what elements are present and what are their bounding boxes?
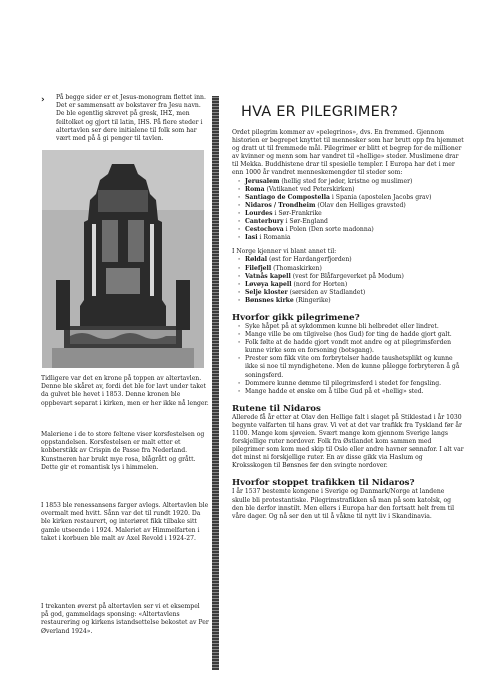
list-item: · Filefjell (Thomaskirken): [238, 265, 464, 273]
routes-heading: Rutene til Nidaros: [232, 403, 321, 414]
list-item: · Bønsnes kirke (Ringerike): [238, 297, 464, 305]
list-item: · Syke håpet på at sykdommen kunne bli helbredet eller lindret.: [238, 323, 464, 331]
list-item: · Prester som fikk vite om forbrytelser hadde taushetsplikt og kunne ikke si noe til myndighetene. Men de kunne pålegge forbryteren å gå soningsferd.: [238, 355, 464, 379]
crown-paragraph: Tidligere var det en krone på toppen av altertavlen. Denne ble skåret av, fordi det ble for lavt under taket da gulvet ble hevet i 1853. Denne kronen ble oppbevart separat i kirken, men er her ikke nå lenger.: [41, 375, 209, 407]
norway-places-list: [232, 256, 464, 305]
list-item: · Nidaros / Trondheim (Olav den Helliges gravsted): [238, 202, 464, 210]
column-divider: [212, 96, 219, 670]
list-item: · Santiago de Compostella i Spania (apostelen Jacobs grav): [238, 194, 464, 202]
stop-heading: Hvorfor stoppet trafikken til Nidaros?: [232, 478, 415, 489]
intro-paragraph: [41, 94, 211, 143]
list-item: · Dommere kunne dømme til pilegrimsferd i stedet for fengsling.: [238, 380, 464, 388]
norway-intro: I Norge kjenner vi blant annet til:: [232, 248, 337, 256]
sponsor-paragraph: I trekanten øverst på altertavlen ser vi et eksempel på god, gammeldags sponsing: «Altertavlens restaurering og kirkens istandsettelse bekostet av Per Øverland 1924».: [41, 603, 209, 635]
list-item: · Røldal (øst for Hardangerfjorden): [238, 256, 464, 264]
list-item: · Lourdes i Sør-Frankrike: [238, 210, 464, 218]
stop-paragraph: I år 1537 bestemte kongene i Sverige og Danmark/Norge at landene skulle bli protestantiske. Pilegrimstrafikken så man på som katolsk, og den ble derfor innstilt. Men ellers i Europa har den fortsatt helt frem til våre dager. Og nå ser den ut til å våkne til nytt liv i Skandinavia.: [232, 488, 455, 520]
intro-text: På begge sider er et Jesus-monogram flettet inn. Det er sammensatt av bokstaver fra Jesu navn. De ble egentlig skrevet på gresk, IHΣ, men feiltolket og gjort til latin, IHS. På flere steder i altertavlen ser dere initialene til folk som har vært med på å gi penger til tavlen.: [56, 94, 206, 143]
list-item: · Roma (Vatikanet ved Peterskirken): [238, 186, 464, 194]
list-item: · Iasi i Romania: [238, 234, 464, 242]
list-item: · Cestochova i Polen (Den sorte madonna): [238, 226, 464, 234]
list-item: · Mange ville be om tilgivelse (hos Gud) for ting de hadde gjort galt.: [238, 331, 464, 339]
why-list: [232, 323, 464, 396]
list-item: · Vatnås kapell (vest for Blåfargeverket på Modum): [238, 273, 464, 281]
arrow-icon: ›: [41, 95, 45, 105]
list-item: · Canterbury i Sør-England: [238, 218, 464, 226]
why-heading: Hvorfor gikk pilegrimene?: [232, 312, 360, 323]
list-item: · Selje kloster (sørsiden av Stadlandet): [238, 289, 464, 297]
left-column: [41, 94, 211, 143]
list-item: · Folk følte at de hadde gjort vondt mot andre og at pilegrimsferden kunne virke som en forsoning (botsgang).: [238, 339, 464, 355]
paintings-paragraph: Maleriene i de to store feltene viser korsfestelsen og oppstandelsen. Korsfestelsen er malt etter et kobberstikk av Crispin de Passe fra Nederland. Kunstneren har brukt mye rosa, blågrått og grått. Dette gir et romantisk lys i himmelen.: [41, 431, 205, 471]
pilgrim-intro: Ordet pilegrim kommer av «pelegrinos», dvs. En fremmed. Gjennom historien er begrepet knyttet til mennesker som har brutt opp fra hjemmet og dratt ut til fremmede mål. Pilegrimer er blitt et begrep for de millioner av kvinner og menn som har vandret til «hellige» steder. Muslimene drar til Mekka. Buddhistene drar til spesielle templer. I Europa har det i mer enn 1000 år vandret menneskemengder til steder som:: [232, 129, 464, 177]
restoration-paragraph: I 1853 ble renessansens farger avlegs. Altertavlen ble overmalt med hvitt. Sånn var det til rundt 1920. Da ble kirken restaurert, og interiøret fikk tilbake sitt gamle utseende i 1924. Maleriet av Himmelfarten i taket i korbuen ble malt av Axel Revold i 1924-27.: [41, 502, 209, 542]
list-item: · Mange hadde et ønske om å tilbe Gud på et «hellig» sted.: [238, 388, 464, 396]
right-column: [232, 104, 464, 521]
altarpiece-photo: [42, 150, 204, 368]
list-item: · Jerusalem (hellig sted for jøder, kristne og muslimer): [238, 178, 464, 186]
list-item: · Løvøya kapell (nord for Horten): [238, 281, 464, 289]
routes-paragraph: Allerede få år etter at Olav den Hellige falt i slaget på Stiklestad i år 1030 begynte valfarten til hans grav. Vi vet at det var trafikk fra Tyskland før år 1100. Mange kom sjøveien. Svært mange kom gjennom Sverige langs forskjellige ruter nordover. Folk fra Østlandet kom sammen med pilegrimer som kom med skip til Oslo eller andre havner sønnafor. I alt var det minst ni forskjellige ruter. En av disse gikk via Haslum og Kroksskogen til Bønsnes før den svingte nordover.: [232, 413, 464, 470]
page-title: HVA ER PILEGRIMER?: [241, 104, 399, 120]
altarpiece-image: [42, 150, 204, 368]
pilgrim-places-list: [232, 178, 464, 243]
